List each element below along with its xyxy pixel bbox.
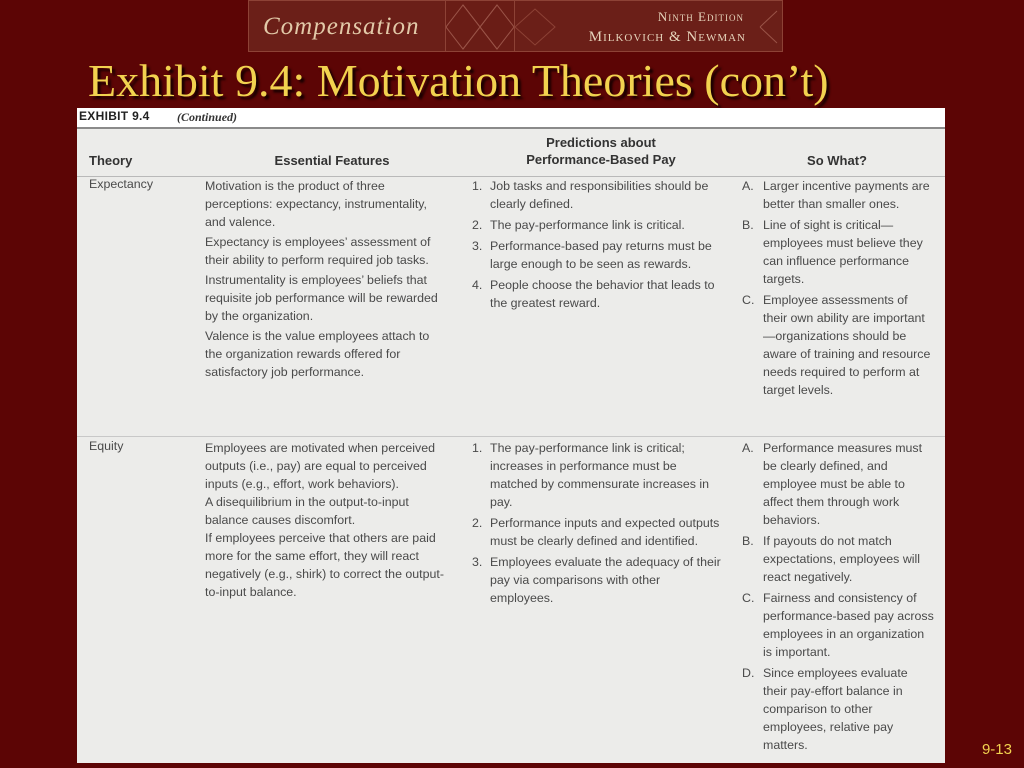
item-letter: C. [742,293,755,307]
feature-text: Instrumentality is employees’ beliefs that requisite job performance will be rewarded by the organization. [205,273,438,323]
prediction-item [472,276,722,312]
features-expectancy [205,177,445,383]
diamond-ornament-icon [446,1,514,53]
feature-text: Expectancy is employees’ assessment of their ability to perform required job tasks. [205,235,431,267]
item-letter: A. [742,441,754,455]
so-what-item [742,439,934,529]
item-number: 3. [472,239,483,253]
theory-equity: Equity [89,439,124,453]
so-what-expectancy [742,177,934,402]
prediction-item [472,237,722,273]
item-number: 2. [472,516,483,530]
item-text: People choose the behavior that leads to the greatest reward. [490,278,715,310]
item-text: If payouts do not match expectations, employees will react negatively. [763,534,921,584]
item-number: 2. [472,218,483,232]
so-what-item [742,177,934,213]
item-letter: D. [742,666,755,680]
item-text: Larger incentive payments are better than smaller ones. [763,179,930,211]
item-letter: B. [742,218,754,232]
item-text: Fairness and consistency of performance-based pay across employees in an organization is important. [763,591,934,659]
compensation-logo: Compensation [263,13,420,40]
feature-text: Employees are motivated when perceived outputs (i.e., pay) are equal to perceived inputs (e.g., effort, work behaviors). [205,441,436,491]
column-header-so-what: So What? [807,153,867,168]
theory-expectancy: Expectancy [89,177,154,191]
prediction-item [472,514,722,550]
exhibit-table [77,108,945,763]
column-header-features: Essential Features [274,153,390,168]
item-text: Line of sight is critical—employees must believe they can influence performance targets. [763,218,923,286]
authors-label: Milkovich & Newman [588,29,746,45]
exhibit-continued: (Continued) [177,110,238,124]
so-what-equity [742,439,934,757]
column-header-theory: Theory [89,153,133,168]
so-what-item [742,291,934,399]
column-header-predictions [472,134,730,168]
edition-label: Ninth Edition [657,9,744,24]
item-text: Employees evaluate the adequacy of their pay via comparisons with other employees. [490,555,721,605]
item-letter: B. [742,534,754,548]
item-number: 1. [472,441,483,455]
item-text: Since employees evaluate their pay-effort balance in comparison to other employees, relative pay matters. [763,666,908,752]
item-letter: A. [742,179,754,193]
prediction-item [472,439,722,511]
item-letter: C. [742,591,755,605]
row-divider [77,436,945,437]
predictions-expectancy [472,177,722,315]
page-number: 9-13 [981,741,1012,758]
item-text: Job tasks and responsibilities should be clearly defined. [490,179,709,211]
prediction-item [472,177,722,213]
banner-ornament [446,0,514,52]
slide-title: Exhibit 9.4: Motivation Theories (con’t) [88,55,829,106]
feature-text: Motivation is the product of three perceptions: expectancy, instrumentality, and valence. [205,179,427,229]
exhibit-header-bar [77,108,945,129]
feature-text: If employees perceive that others are paid more for the same effort, they will react negatively (e.g., shirk) to correct the output-to-input balance. [205,531,444,599]
item-number: 4. [472,278,483,292]
predictions-header-line2: Performance-Based Pay [526,152,676,167]
header-banner [248,0,783,52]
banner-logo-panel [248,0,446,52]
item-number: 3. [472,555,483,569]
feature-text: Valence is the value employees attach to the organization rewards offered for satisfactory job performance. [205,329,430,379]
so-what-item [742,589,934,661]
item-text: Employee assessments of their own ability are important—organizations should be aware of training and resource needs required to perform at target levels. [763,293,931,397]
so-what-item [742,216,934,288]
item-number: 1. [472,179,483,193]
features-equity [205,439,445,601]
item-text: The pay-performance link is critical; increases in performance must be matched by commensurate increases in pay. [490,441,710,509]
so-what-item [742,664,934,754]
item-text: The pay-performance link is critical. [490,218,685,232]
banner-title-panel [514,0,783,52]
feature-text: A disequilibrium in the output-to-input balance causes discomfort. [205,495,409,527]
predictions-header-line1: Predictions about [546,135,656,150]
prediction-item [472,553,722,607]
so-what-item [742,532,934,586]
prediction-item [472,216,722,234]
item-text: Performance measures must be clearly defined, and employee must be able to affect them through work behaviors. [763,441,923,527]
predictions-equity [472,439,722,610]
item-text: Performance inputs and expected outputs must be clearly defined and identified. [490,516,720,548]
exhibit-label: EXHIBIT 9.4 [79,109,150,123]
item-text: Performance-based pay returns must be large enough to be seen as rewards. [490,239,712,271]
